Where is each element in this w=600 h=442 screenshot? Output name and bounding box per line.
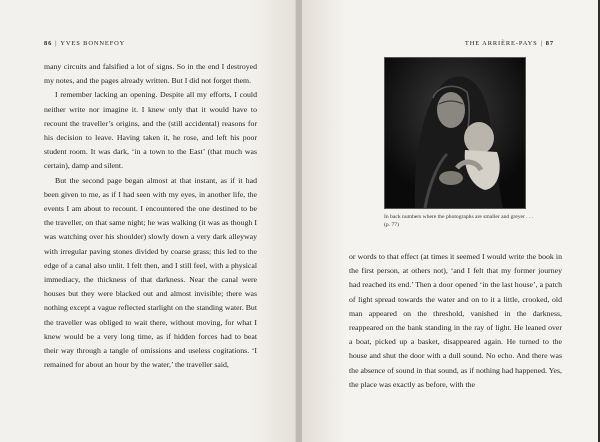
right-page-number: 87 bbox=[545, 40, 554, 47]
left-body-text bbox=[44, 60, 257, 372]
paragraph: or words to that effect (at times it seemed I would write the book in the first person, at others not), ‘and I felt that my former journey had reached its end.’ Then a door opened ‘in the last house’, a patch of light spread towards the water and on to it a little, crooked, old man appeared on the threshold, vanished in the darkness, reappeared on the bank standing in the ray of light. He leaned over a boat, picked up a basket, disappeared again. He turned to the house and shut the door with a dull sound. No echo. And there was the absence of sound in that sound, as if nothing had happened. Yes, the place was exactly as before, with the bbox=[349, 252, 562, 389]
paragraph: many circuits and falsified a lot of signs. So in the end I destroyed my notes, and the pages already written. But I did not forget them. bbox=[44, 62, 257, 86]
image-caption: In back numbers where the photographs are smaller and greyer . . . (p. 77) bbox=[384, 214, 534, 228]
running-title: THE ARRIÈRE-PAYS bbox=[464, 40, 538, 47]
left-page bbox=[0, 0, 296, 442]
madonna-and-child-painting bbox=[384, 57, 526, 209]
right-running-head: THE ARRIÈRE-PAYS | 87 bbox=[464, 40, 554, 47]
paragraph: I remember lacking an opening. Despite all my efforts, I could neither write nor imagine it. I knew only that it would have to recount the traveller’s origins, and the (still accidental) reasons for his decision to leave. Having taken it, he rose, and left his poor student room. It was dark, ‘in a town to the East’ (that much was certain), damp and silent. bbox=[44, 90, 257, 171]
paragraph: But the second page began almost at that instant, as if it had been given to me, as if I had seen with my eyes, in another life, the events I am about to recount. I encountered the one destined to be the traveller, on that same night; he was walking (it was as though I was watching over his shoulder) slowly down a very dark alleyway with irregular paving stones divided by coarse grass; this led to the edge of a canal also unlit. I felt then, and I still feel, with a physical immediacy, the thickness of that darkness. Near the canal were houses but they were blacked out and almost invisible; there was nothing except a vague reflected starlight on the standing water. But the traveller was obliged to wait there, without moving, for what I knew would be a very long time, as if hidden forces had to beat their way through a tangle of omissions and useless cogitations. ‘I remained for about an hour by the water,’ the traveller said, bbox=[44, 175, 257, 370]
left-page-number: 86 bbox=[44, 40, 53, 47]
right-body-text bbox=[349, 250, 562, 392]
right-page bbox=[302, 0, 598, 442]
author-name: YVES BONNEFOY bbox=[60, 40, 126, 47]
painting-image bbox=[385, 58, 525, 208]
left-running-head: 86 | YVES BONNEFOY bbox=[44, 40, 126, 47]
